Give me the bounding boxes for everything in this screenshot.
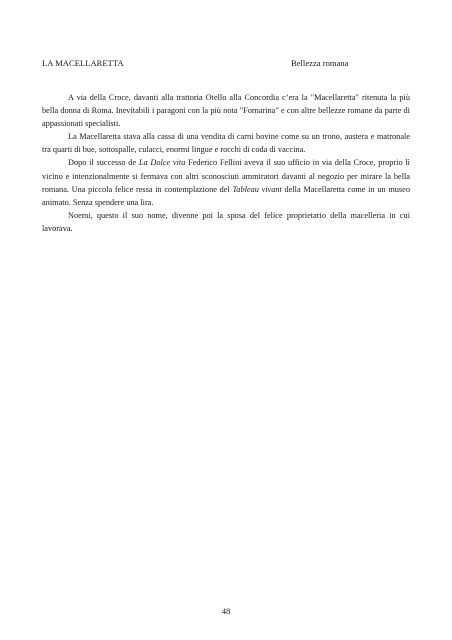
paragraph-text: A via della Croce, davanti alla trattoria Otello alla Concordia c’era la "Macellaretta" ritenuta la più bella donna di Roma. Inevitabili i paragoni con la più nota "Fornarina" e con altre bellezze romane da parte di appassionati specialisti. (42, 93, 410, 129)
page-number: 48 (221, 606, 231, 616)
italic-title: La Dolce vita (138, 158, 186, 168)
paragraph-text: della Macellaretta come in un museo animato. Senza spendere una lira. (42, 184, 410, 207)
paragraph-text: Federico Fellini aveva il suo ufficio in via della Croce, proprio lì vicino e intenzionalmente si fermava con altri sconosciuti ammiratori davanti al negozio per mirare la bella romana. Una piccola felice ressa in contemplazione del (42, 158, 410, 194)
body-paragraph (42, 130, 410, 156)
running-header (42, 57, 412, 69)
header-section-title: Bellezza romana (291, 58, 349, 68)
body-paragraph (42, 209, 410, 235)
body-paragraph (42, 91, 410, 130)
italic-title: Tableau vivant (232, 184, 282, 194)
paragraph-text: Dopo il successo de (68, 158, 139, 168)
paragraph-text: Noemi, questo il suo nome, divenne poi la sposa del felice proprietario della macelleria in cui lavorava. (42, 210, 410, 233)
body-paragraph (42, 156, 410, 208)
body-text (42, 91, 410, 235)
paragraph-text: La Macellaretta stava alla cassa di una vendita di carni bovine come su un trono, austera e matronale tra quarti di bue, sottospalle, culacci, enormi lingue e rocchi di coda di vaccina. (42, 132, 410, 155)
header-chapter-title: LA MACELLARETTA (42, 58, 124, 68)
